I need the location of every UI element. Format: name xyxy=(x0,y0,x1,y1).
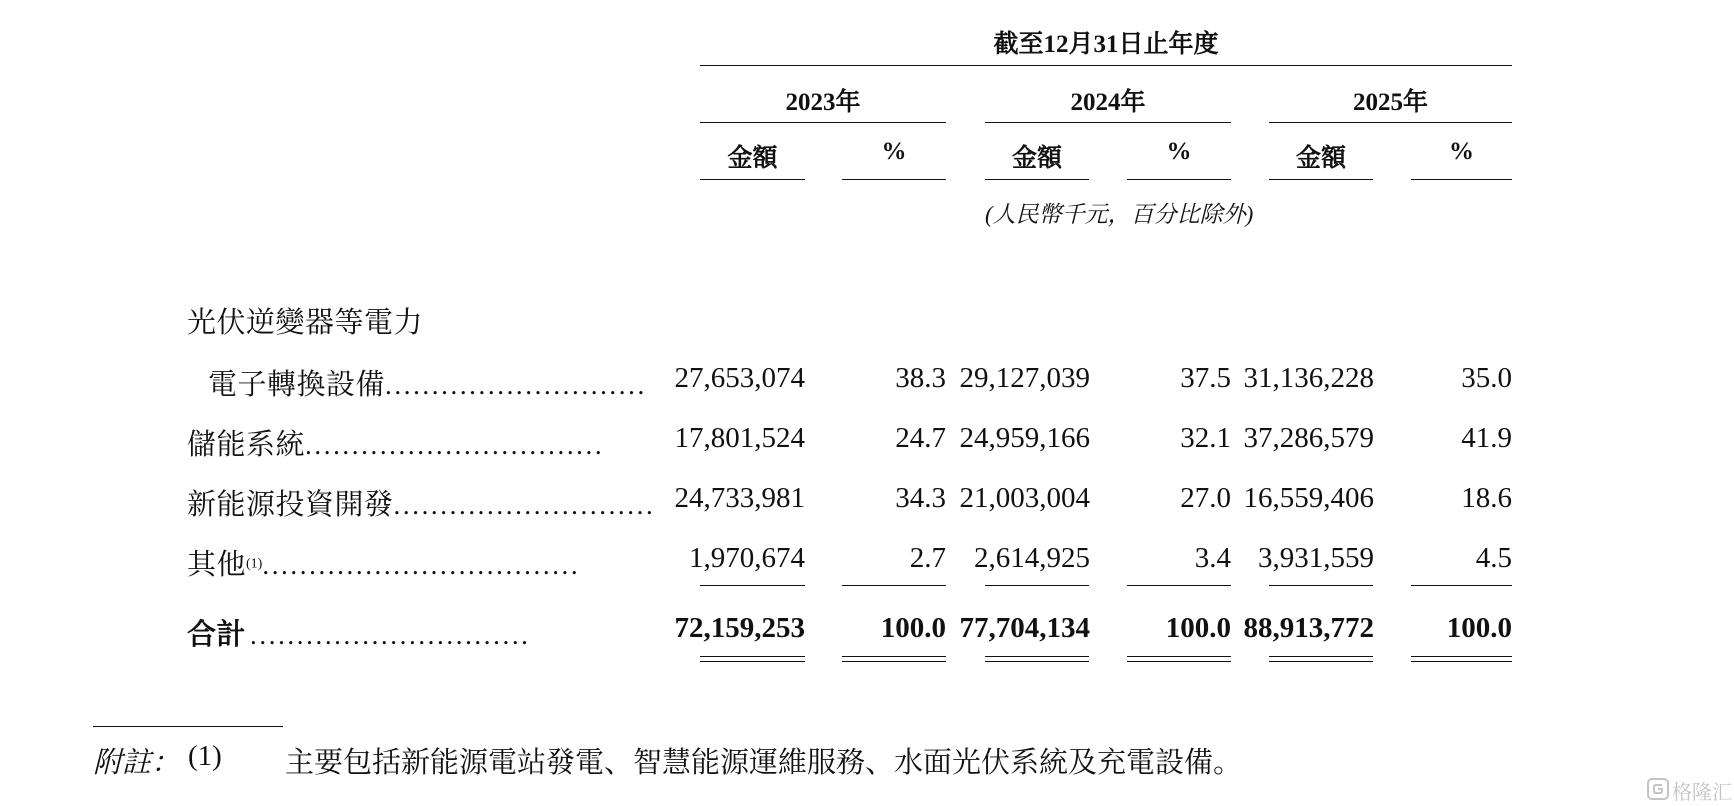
subtotal-line xyxy=(985,585,1089,586)
total-amount-cell: 88,913,772 xyxy=(1243,612,1374,644)
amount-header-2023: 金額 xyxy=(727,145,778,172)
subtotal-line xyxy=(842,585,946,586)
pct-cell: 18.6 xyxy=(1461,482,1512,514)
total-double-line xyxy=(1411,656,1512,662)
row-label: 儲能系統 xyxy=(187,429,306,461)
pct-cell: 32.1 xyxy=(1180,422,1231,454)
period-header: 截至12月31日止年度 xyxy=(993,31,1219,58)
subtotal-line xyxy=(1411,585,1512,586)
total-double-line xyxy=(1127,656,1231,662)
amount-cell: 37,286,579 xyxy=(1243,422,1374,454)
amount-cell: 16,559,406 xyxy=(1243,482,1374,514)
leader-dots: .................................. xyxy=(262,550,581,580)
row-label-line1: 光伏逆變器等電力 xyxy=(187,307,424,339)
total-double-line xyxy=(700,656,805,662)
leader-dots: .............................. xyxy=(250,620,531,650)
footnote-number: (1) xyxy=(188,740,222,772)
total-pct-cell: 100.0 xyxy=(1446,612,1512,644)
year-underline-2023 xyxy=(700,122,946,123)
total-pct-cell: 100.0 xyxy=(1165,612,1231,644)
sub-underline xyxy=(1127,179,1231,180)
amount-cell: 24,959,166 xyxy=(959,422,1090,454)
leader-dots: ............................ xyxy=(385,370,647,400)
amount-header-2024: 金額 xyxy=(1011,145,1062,172)
table-row-label xyxy=(187,482,655,523)
total-double-line xyxy=(985,656,1089,662)
subtotal-line xyxy=(1269,585,1373,586)
amount-cell: 21,003,004 xyxy=(959,482,1090,514)
amount-cell: 2,614,925 xyxy=(974,542,1090,574)
total-amount-cell: 72,159,253 xyxy=(674,612,805,644)
footnote-rule xyxy=(93,726,283,727)
period-underline xyxy=(700,65,1512,66)
leader-dots: ............................ xyxy=(393,490,656,520)
pct-cell: 4.5 xyxy=(1475,542,1512,574)
unit-note: (人民幣千元，百分比除外) xyxy=(985,202,1254,227)
amount-cell: 27,653,074 xyxy=(674,362,805,394)
pct-cell: 37.5 xyxy=(1180,362,1231,394)
footnote-prefix: 附註： xyxy=(93,747,181,779)
total-amount-cell: 77,704,134 xyxy=(959,612,1090,644)
pct-cell: 24.7 xyxy=(895,422,946,454)
watermark-text: 格隆汇 xyxy=(1672,780,1732,804)
pct-cell: 38.3 xyxy=(895,362,946,394)
table-row-label xyxy=(187,422,604,463)
total-row-label xyxy=(187,612,531,653)
amount-cell: 24,733,981 xyxy=(674,482,805,514)
pct-cell: 2.7 xyxy=(909,542,946,574)
amount-header-2025: 金額 xyxy=(1295,145,1346,172)
pct-cell: 27.0 xyxy=(1180,482,1231,514)
row-label: 其他 xyxy=(187,549,247,581)
pct-cell: 34.3 xyxy=(895,482,946,514)
pct-cell: 3.4 xyxy=(1194,542,1231,574)
total-label: 合計 xyxy=(187,619,247,651)
row-label: 新能源投資開發 xyxy=(187,489,394,521)
amount-cell: 17,801,524 xyxy=(674,422,805,454)
year-header-2024: 2024年 xyxy=(1070,89,1146,116)
row-label: 電子轉換設備 xyxy=(208,369,386,401)
pct-header-2025: % xyxy=(1449,138,1474,165)
sub-underline xyxy=(1411,179,1512,180)
pct-header-2023: % xyxy=(881,138,907,165)
pct-cell: 35.0 xyxy=(1461,362,1512,394)
footnote-ref: (1) xyxy=(246,556,263,572)
footnote-text: 主要包括新能源電站發電、智慧能源運維服務、水面光伏系統及充電設備。 xyxy=(285,747,1243,779)
year-header-2023: 2023年 xyxy=(785,89,861,116)
subtotal-line xyxy=(700,585,805,586)
year-underline-2024 xyxy=(985,122,1231,123)
watermark xyxy=(1646,775,1732,804)
total-pct-cell: 100.0 xyxy=(880,612,946,644)
sub-underline xyxy=(985,179,1089,180)
pct-header-2024: % xyxy=(1166,138,1192,165)
total-double-line xyxy=(842,656,946,662)
subtotal-line xyxy=(1127,585,1231,586)
total-double-line xyxy=(1269,656,1373,662)
sub-underline xyxy=(1269,179,1373,180)
year-underline-2025 xyxy=(1269,122,1512,123)
sub-underline xyxy=(700,179,805,180)
gelonghui-logo-icon xyxy=(1646,777,1670,801)
pct-cell: 41.9 xyxy=(1461,422,1512,454)
year-header-2025: 2025年 xyxy=(1352,89,1428,116)
amount-cell: 29,127,039 xyxy=(959,362,1090,394)
amount-cell: 31,136,228 xyxy=(1243,362,1374,394)
leader-dots: ................................ xyxy=(305,430,605,460)
sub-underline xyxy=(842,179,946,180)
table-row-label xyxy=(187,542,580,583)
amount-cell: 3,931,559 xyxy=(1258,542,1374,574)
table-row-label xyxy=(208,362,647,403)
amount-cell: 1,970,674 xyxy=(689,542,805,574)
